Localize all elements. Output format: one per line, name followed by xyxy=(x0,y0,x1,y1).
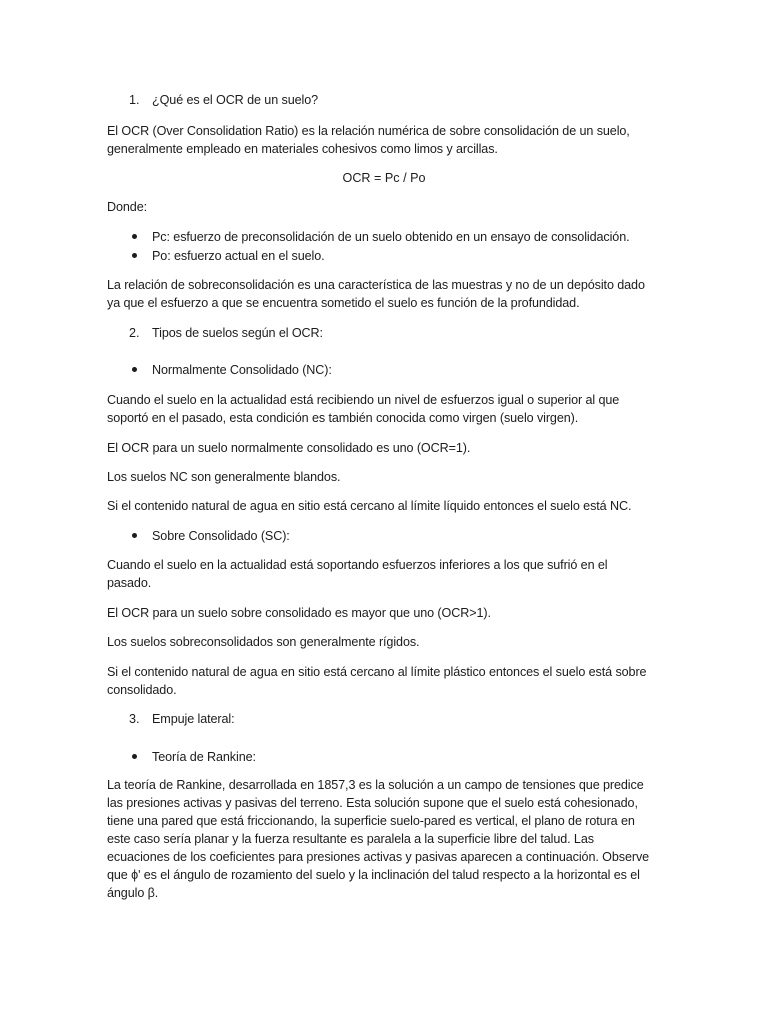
paragraph-ocr-definition-line-1: El OCR (Over Consolidation Ratio) es la relación numérica de sobre consolidación de un suelo, xyxy=(107,124,630,138)
paragraph-sc-line-2: pasado. xyxy=(107,576,152,590)
subheading-sc: Sobre Consolidado (SC): xyxy=(152,529,290,543)
subheading-rankine: Teoría de Rankine: xyxy=(152,750,256,764)
paragraph-ocr-definition-line-2: generalmente empleado en materiales cohesivos como limos y arcillas. xyxy=(107,142,498,156)
paragraph-rankine-line-4: este caso sería planar y la fuerza resultante es paralela a la superficie libre del talud. Las xyxy=(107,832,594,846)
paragraph-nc-line-2: soportó en el pasado, esta condición es también conocida como virgen (suelo virgen). xyxy=(107,411,579,425)
section-heading-2: Tipos de suelos según el OCR: xyxy=(152,326,323,340)
paragraph-sc-agua-line-1: Si el contenido natural de agua en sitio está cercano al límite plástico entonces el suelo está sobre xyxy=(107,665,647,679)
paragraph-nc-agua: Si el contenido natural de agua en sitio está cercano al límite líquido entonces el suelo está NC. xyxy=(107,499,632,513)
paragraph-nc-line-1: Cuando el suelo en la actualidad está recibiendo un nivel de esfuerzos igual o superior al que xyxy=(107,393,620,407)
bullet-icon xyxy=(132,754,137,759)
paragraph-sc-ocr: El OCR para un suelo sobre consolidado es mayor que uno (OCR>1). xyxy=(107,606,491,620)
bullet-icon xyxy=(132,253,137,258)
paragraph-rankine-line-3: tiene una pared que está friccionando, la superficie suelo-pared es vertical, el plano de rotura en xyxy=(107,814,635,828)
section-number-1: 1. xyxy=(129,93,140,107)
bullet-icon xyxy=(132,234,137,239)
section-heading-3: Empuje lateral: xyxy=(152,712,235,726)
paragraph-ocr-relation-line-1: La relación de sobreconsolidación es una característica de las muestras y no de un depósito dado xyxy=(107,278,645,292)
paragraph-rankine-line-2: las presiones activas y pasivas del terreno. Esta solución supone que el suelo está cohesionado, xyxy=(107,796,638,810)
section-number-2: 2. xyxy=(129,326,140,340)
bullet-icon xyxy=(132,367,137,372)
ocr-formula: OCR = Pc / Po xyxy=(342,171,426,185)
donde-label: Donde: xyxy=(107,200,148,214)
paragraph-nc-blandos: Los suelos NC son generalmente blandos. xyxy=(107,470,341,484)
subheading-nc: Normalmente Consolidado (NC): xyxy=(152,363,332,377)
bullet-item-pc: Pc: esfuerzo de preconsolidación de un suelo obtenido en un ensayo de consolidación. xyxy=(152,230,630,244)
paragraph-sc-line-1: Cuando el suelo en la actualidad está soportando esfuerzos inferiores a los que sufrió en el xyxy=(107,558,608,572)
paragraph-rankine-line-7: ángulo β. xyxy=(107,886,159,900)
section-heading-1: ¿Qué es el OCR de un suelo? xyxy=(152,93,319,107)
paragraph-rankine-line-1: La teoría de Rankine, desarrollada en 1857,3 es la solución a un campo de tensiones que predice xyxy=(107,778,644,792)
section-number-3: 3. xyxy=(129,712,140,726)
bullet-item-po: Po: esfuerzo actual en el suelo. xyxy=(152,249,325,263)
paragraph-sc-rigidos: Los suelos sobreconsolidados son generalmente rígidos. xyxy=(107,635,420,649)
paragraph-rankine-line-6: que ϕ' es el ángulo de rozamiento del suelo y la inclinación del talud respecto a la horizontal es el xyxy=(107,868,640,882)
paragraph-ocr-relation-line-2: ya que el esfuerzo a que se encuentra sometido el suelo es función de la profundidad. xyxy=(107,296,580,310)
paragraph-rankine-line-5: ecuaciones de los coeficientes para presiones activas y pasivas aparecen a continuación. Observe xyxy=(107,850,650,864)
paragraph-nc-ocr: El OCR para un suelo normalmente consolidado es uno (OCR=1). xyxy=(107,441,471,455)
bullet-icon xyxy=(132,533,137,538)
paragraph-sc-agua-line-2: consolidado. xyxy=(107,683,177,697)
